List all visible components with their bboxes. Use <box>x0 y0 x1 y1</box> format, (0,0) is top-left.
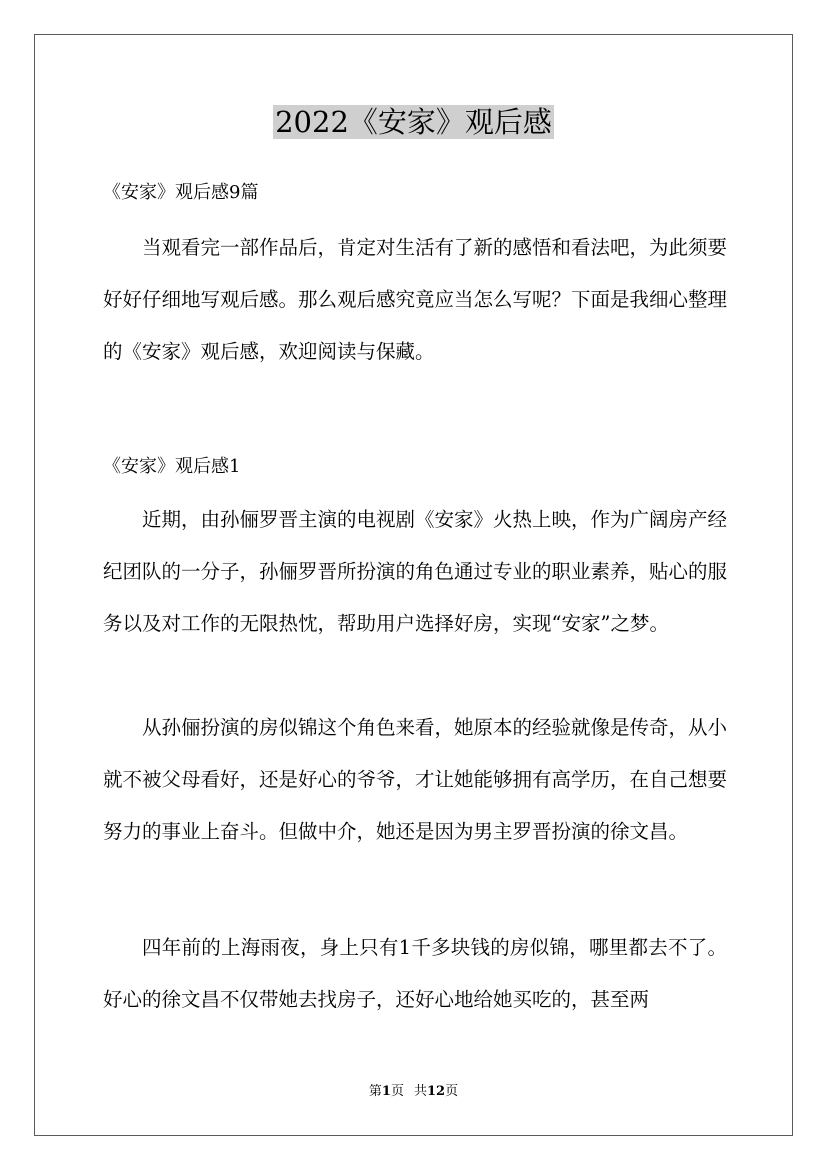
total-prefix: 共 <box>413 1084 427 1099</box>
total-pages: 12 <box>426 1084 446 1099</box>
page-suffix: 页 <box>390 1084 404 1099</box>
intro-heading: 《安家》观后感9篇 <box>103 182 259 203</box>
section-heading: 《安家》观后感1 <box>103 456 241 477</box>
total-suffix: 页 <box>445 1084 459 1099</box>
page-number: 1 <box>381 1084 391 1099</box>
body-paragraph-3: 四年前的上海雨夜，身上只有1千多块钱的房似锦，哪里都去不了。好心的徐文昌不仅带她去找房子，还好心地给她买吃的，甚至两 <box>103 936 727 1011</box>
page-footer <box>0 1082 827 1102</box>
document-title <box>0 100 827 144</box>
document-title-text: 2022《安家》观后感 <box>275 105 552 139</box>
intro-paragraph: 当观看完一部作品后，肯定对生活有了新的感悟和看法吧，为此须要好好仔细地写观后感。那么观后感究竟应当怎么写呢？下面是我细心整理的《安家》观后感，欢迎阅读与保藏。 <box>103 236 728 363</box>
body-paragraph-1: 近期，由孙俪罗晋主演的电视剧《安家》火热上映，作为广阔房产经纪团队的一分子，孙俪罗晋所扮演的角色通过专业的职业素养，贴心的服务以及对工作的无限热忱，帮助用户选择好房，实现“安家”之梦。 <box>103 508 728 635</box>
page-prefix: 第 <box>368 1084 382 1099</box>
body-paragraph-2: 从孙俪扮演的房似锦这个角色来看，她原本的经验就像是传奇，从小就不被父母看好，还是好心的爷爷，才让她能够拥有高学历，在自己想要努力的事业上奋斗。但做中介，她还是因为男主罗晋扮演的徐文昌。 <box>103 716 728 843</box>
